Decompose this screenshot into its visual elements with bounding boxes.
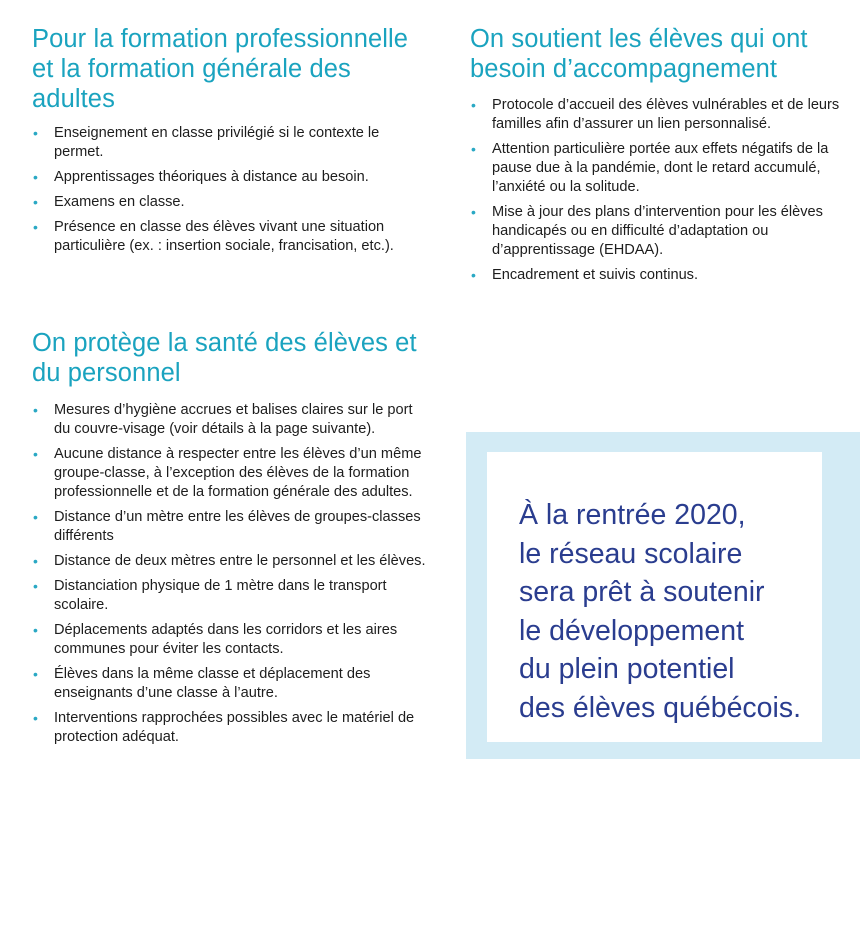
- bullet-icon: •: [33, 509, 38, 525]
- list-item: [32, 621, 427, 659]
- callout-line: du plein potentiel: [519, 653, 735, 685]
- bullet-icon: •: [33, 578, 38, 594]
- callout-quote: [519, 496, 859, 727]
- callout-line: le réseau scolaire: [519, 537, 743, 570]
- bullet-icon: •: [33, 125, 38, 141]
- bullet-icon: •: [33, 402, 38, 418]
- list-item-text: Examens en classe.: [54, 194, 185, 210]
- sante-section-title: On protège la santé des élèves et du personnel: [32, 329, 417, 387]
- list-item-text: Distance de deux mètres entre le personnel et les élèves.: [54, 553, 426, 569]
- list-item-text: Protocole d’accueil des élèves vulnérables et de leurs familles afin d’assurer un lien personnalisé.: [492, 97, 840, 132]
- soutien-section-title: On soutient les élèves qui ont besoin d’accompagnement: [470, 25, 808, 83]
- callout-line: des élèves québécois.: [519, 691, 802, 724]
- list-item-text: Attention particulière portée aux effets négatifs de la pause due à la pandémie, dont le retard accumulé, l’anxiété ou la solitude.: [492, 141, 829, 195]
- list-item: [32, 552, 427, 571]
- list-item-text: Déplacements adaptés dans les corridors et les aires communes pour éviter les contacts.: [54, 622, 398, 657]
- list-item-text: Distanciation physique de 1 mètre dans le transport scolaire.: [54, 578, 387, 613]
- list-item: [32, 124, 427, 162]
- callout-line: le développement: [519, 614, 744, 647]
- list-item: [32, 709, 427, 747]
- bullet-icon: •: [33, 219, 38, 235]
- list-item: [32, 665, 427, 703]
- bullet-icon: •: [33, 710, 38, 726]
- list-item-text: Présence en classe des élèves vivant une situation particulière (ex. : insertion sociale, francisation, etc.).: [54, 219, 394, 254]
- list-item: [470, 266, 855, 285]
- list-item: [32, 445, 427, 502]
- list-item-text: Mesures d’hygiène accrues et balises claires sur le port du couvre-visage (voir détails à la page suivante).: [54, 402, 413, 437]
- bullet-icon: •: [33, 446, 38, 462]
- list-item-text: Mise à jour des plans d’intervention pour les élèves handicapés ou en difficulté d’adaptation ou d’apprentissage (EHDAA).: [492, 204, 823, 258]
- list-item-text: Élèves dans la même classe et déplacement des enseignants d’une classe à l’autre.: [54, 666, 371, 701]
- bullet-icon: •: [33, 553, 38, 569]
- bullet-icon: •: [33, 622, 38, 638]
- callout-line: À la rentrée 2020,: [519, 499, 746, 531]
- formation-section-title: Pour la formation professionnelle et la formation générale des adultes: [32, 25, 409, 113]
- bullet-icon: •: [471, 141, 476, 157]
- soutien-bullet-list: [470, 96, 855, 291]
- list-item: [32, 218, 427, 256]
- bullet-icon: •: [33, 666, 38, 682]
- list-item: [32, 577, 427, 615]
- bullet-icon: •: [471, 267, 476, 283]
- callout-box: [487, 452, 822, 742]
- list-item: [32, 168, 427, 187]
- list-item-text: Enseignement en classe privilégié si le contexte le permet.: [54, 125, 380, 160]
- bullet-icon: •: [471, 97, 476, 113]
- list-item: [32, 401, 427, 439]
- bullet-icon: •: [33, 194, 38, 210]
- list-item: [470, 140, 855, 197]
- bullet-icon: •: [471, 204, 476, 220]
- list-item-text: Apprentissages théoriques à distance au besoin.: [54, 169, 369, 185]
- sante-bullet-list: [32, 401, 427, 753]
- list-item: [32, 193, 427, 212]
- list-item-text: Interventions rapprochées possibles avec le matériel de protection adéquat.: [54, 710, 415, 745]
- list-item-text: Encadrement et suivis continus.: [492, 267, 699, 283]
- list-item-text: Aucune distance à respecter entre les élèves d’un même groupe-classe, à l’exception des élèves de la formation professionnelle et de la formation générale des adultes.: [54, 446, 422, 500]
- callout-frame: [466, 432, 860, 759]
- list-item: [470, 96, 855, 134]
- formation-bullet-list: [32, 124, 427, 262]
- list-item: [470, 203, 855, 260]
- bullet-icon: •: [33, 169, 38, 185]
- list-item-text: Distance d’un mètre entre les élèves de groupes-classes différents: [54, 509, 421, 544]
- list-item: [32, 508, 427, 546]
- callout-line: sera prêt à soutenir: [519, 576, 765, 608]
